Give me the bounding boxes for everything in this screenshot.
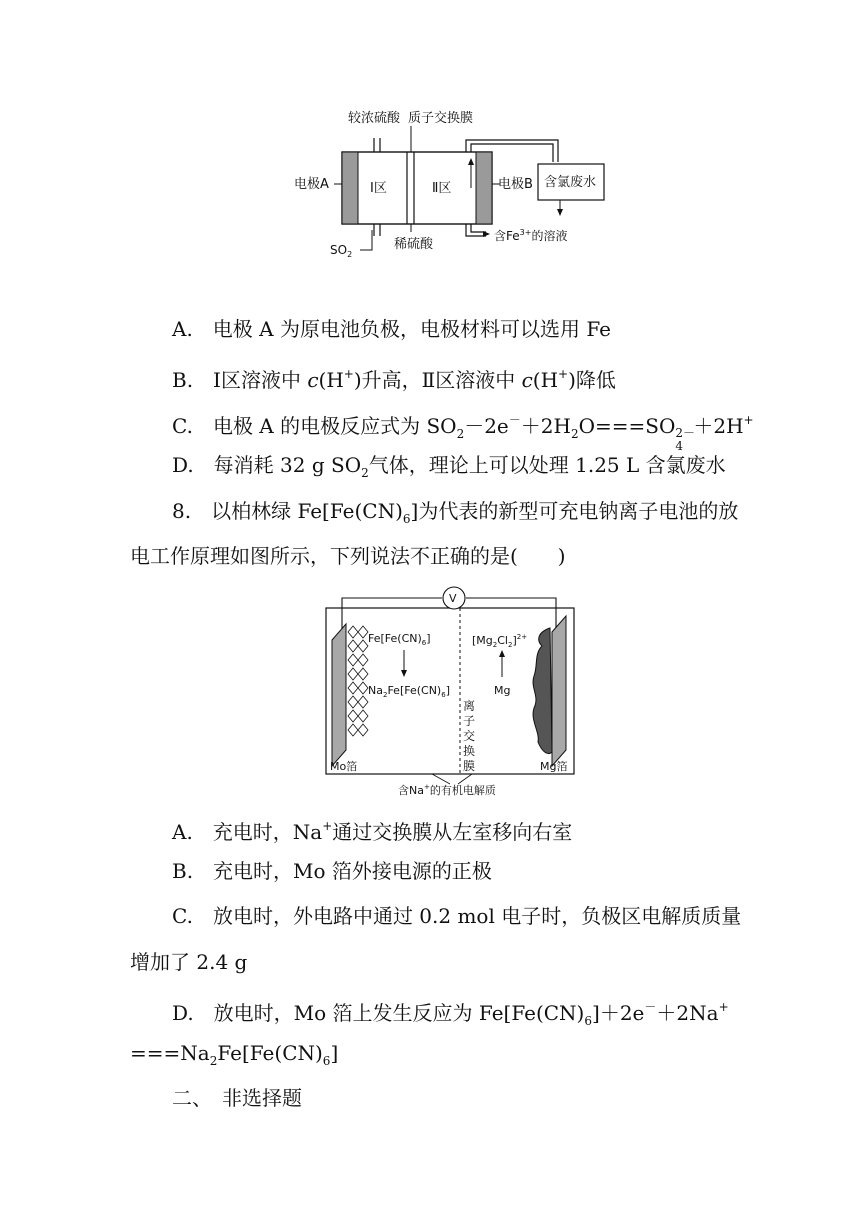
label-prussian-green: $Fe[Fe(CN)_6]$ bbox=[368, 632, 431, 647]
figure-sodium-battery bbox=[322, 580, 578, 800]
label-electrode-b: 电极B bbox=[498, 177, 533, 192]
label-electrode-a: 电极A bbox=[294, 177, 329, 192]
q8-option-a: A. 充电时，Na+通过交换膜从左室移向右室 bbox=[172, 819, 573, 844]
svg-text:子: 子 bbox=[463, 714, 476, 728]
membrane-label bbox=[463, 699, 475, 773]
label-mo-foil: Mo箔 bbox=[330, 760, 358, 773]
voltmeter-label: V bbox=[449, 592, 457, 605]
q8-stem-line2: 电工作原理如图所示，下列说法不正确的是( ) bbox=[130, 544, 566, 568]
label-mg-complex: $[Mg_2Cl_2]^{2+}$ bbox=[472, 633, 528, 649]
label-sodium-prussian: $Na_2Fe[Fe(CN)_6]$ bbox=[368, 684, 450, 699]
label-zone2: Ⅱ区 bbox=[432, 181, 452, 196]
svg-text:膜: 膜 bbox=[463, 759, 476, 773]
section-heading: 二、 非选择题 bbox=[172, 1086, 302, 1110]
label-acid: 较浓硫酸 bbox=[348, 111, 401, 126]
q7-option-c: C. 电极 A 的电极反应式为 $SO_2-2e^-+2H_2O===SO$ 2－ 4 ＋2H+ bbox=[172, 413, 754, 453]
figure-electrolysis-cell bbox=[290, 104, 610, 260]
label-dilute-acid: 稀硫酸 bbox=[394, 237, 434, 252]
label-electrolyte: 含Na+的有机电解质 bbox=[398, 783, 496, 797]
label-waste-water: 含氯废水 bbox=[544, 175, 597, 190]
label-membrane: 质子交换膜 bbox=[408, 111, 474, 126]
label-fe3-solution: 含$Fe^{3+}$的溶液 bbox=[494, 228, 568, 243]
q7-option-b: B. Ⅰ区溶液中 c(H+)升高，Ⅱ区溶液中 c(H+)降低 bbox=[172, 367, 616, 392]
q7-option-a: A. 电极 A 为原电池负极，电极材料可以选用 Fe bbox=[172, 317, 611, 341]
q8-stem-line1: 8. 以柏林绿 $Fe[Fe(CN)_6]$为代表的新型可充电钠离子电池的放 bbox=[172, 499, 739, 526]
svg-text:换: 换 bbox=[463, 744, 476, 758]
label-mg: Mg bbox=[494, 684, 511, 697]
label-mg-foil: Mg箔 bbox=[540, 760, 568, 773]
svg-text:交: 交 bbox=[463, 729, 476, 743]
q8-option-c-line1: C. 放电时，外电路中通过 0.2 mol 电子时，负极区电解质质量 bbox=[172, 904, 742, 928]
q8-option-c-line2: 增加了 2.4 g bbox=[130, 950, 248, 974]
q8-option-d-line1: D. 放电时，Mo 箔上发生反应为 $Fe[Fe(CN)_6]+2e^-+2Na^+$ bbox=[172, 1000, 729, 1028]
crystal-pattern bbox=[348, 626, 368, 736]
q8-option-d-line2: $===Na_2Fe[Fe(CN)_6]$ bbox=[130, 1041, 339, 1068]
q7-option-d: D. 每消耗 32 g $SO_2$气体，理论上可以处理 1.25 L 含氯废水 bbox=[172, 453, 726, 480]
label-zone1: Ⅰ区 bbox=[370, 181, 387, 196]
svg-text:离: 离 bbox=[463, 699, 476, 713]
label-so2: $SO_2$ bbox=[330, 243, 353, 259]
q8-option-b: B. 充电时，Mo 箔外接电源的正极 bbox=[172, 859, 492, 883]
